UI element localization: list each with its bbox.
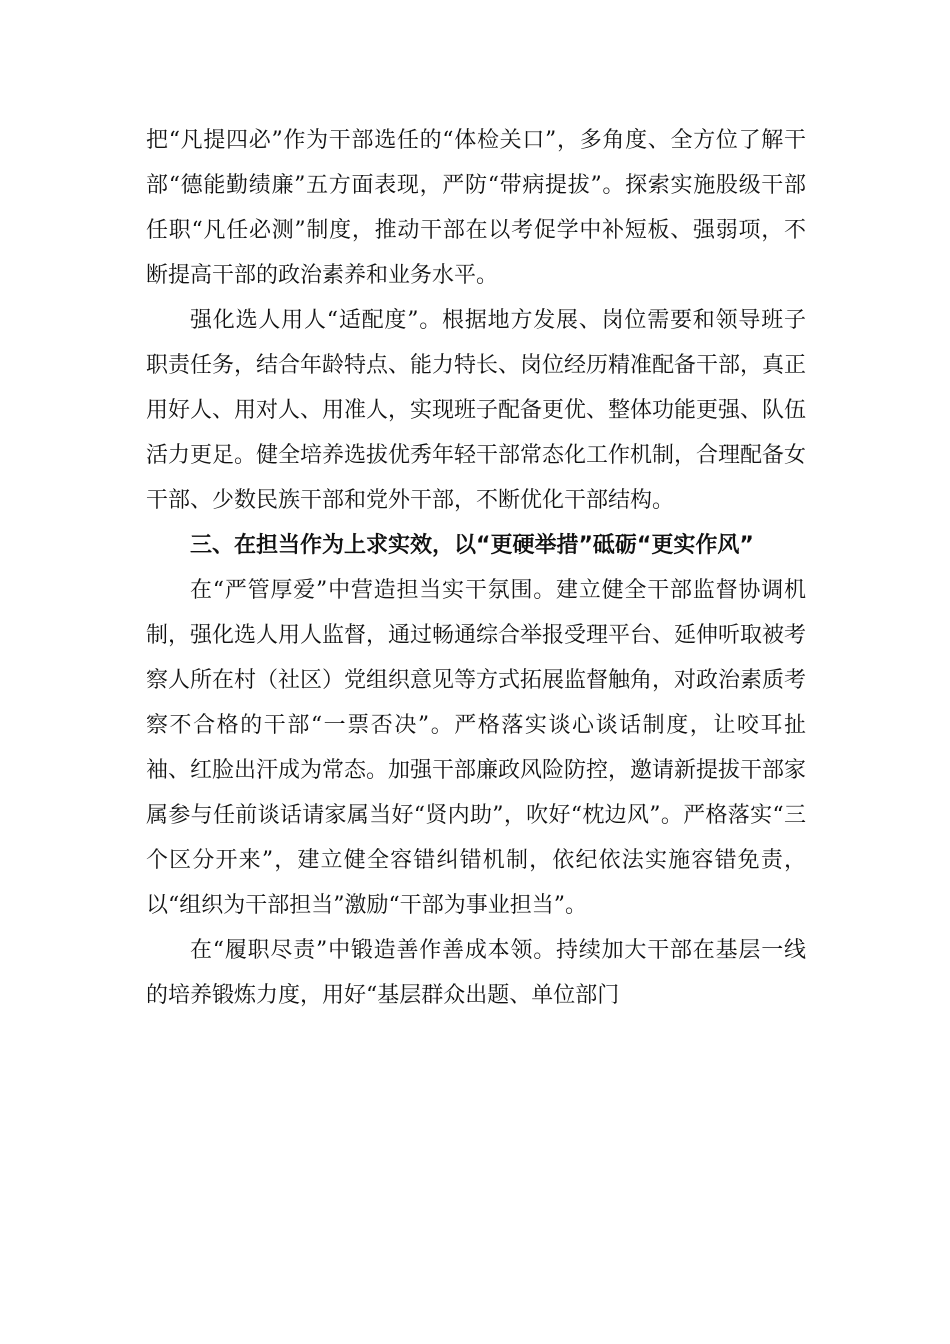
document-body bbox=[146, 118, 806, 1018]
paragraph-continuation: 把“凡提四必”作为干部选任的“体检关口”，多角度、全方位了解干部“德能勤绩廉”五方面表现，严防“带病提拔”。探索实施股级干部任职“凡任必测”制度，推动干部在以考促学中补短板、强弱项，不断提高干部的政治素养和业务水平。 bbox=[146, 128, 806, 288]
paragraph-selection-fit: 强化选人用人“适配度”。根据地方发展、岗位需要和领导班子职责任务，结合年龄特点、能力特长、岗位经历精准配备干部，真正用好人、用对人、用准人，实现班子配备更优、整体功能更强、队伍活力更足。健全培养选拔优秀年轻干部常态化工作机制，合理配备女干部、少数民族干部和党外干部，不断优化干部结构。 bbox=[146, 308, 807, 513]
section-heading-three: 三、在担当作为上求实效，以“更硬举措”砥砺“更实作风” bbox=[190, 533, 754, 558]
paragraph-strict-management: 在“严管厚爱”中营造担当实干氛围。建立健全干部监督协调机制，强化选人用人监督，通过畅通综合举报受理平台、延伸听取被考察人所在村（社区）党组织意见等方式拓展监督触角，对政治素质考察不合格的干部“一票否决”。严格落实谈心谈话制度，让咬耳扯袖、红脸出汗成为常态。加强干部廉政风险防控，邀请新提拔干部家属参与任前谈话请家属当好“贤内助”，吹好“枕边风”。严格落实“三个区分开来”，建立健全容错纠错机制，依纪依法实施容错免责，以“组织为干部担当”激励“干部为事业担当”。 bbox=[146, 578, 807, 918]
paragraph-duty-fulfillment: 在“履职尽责”中锻造善作善成本领。持续加大干部在基层一线的培养锻炼力度，用好“基层群众出题、单位部门 bbox=[146, 938, 806, 1008]
